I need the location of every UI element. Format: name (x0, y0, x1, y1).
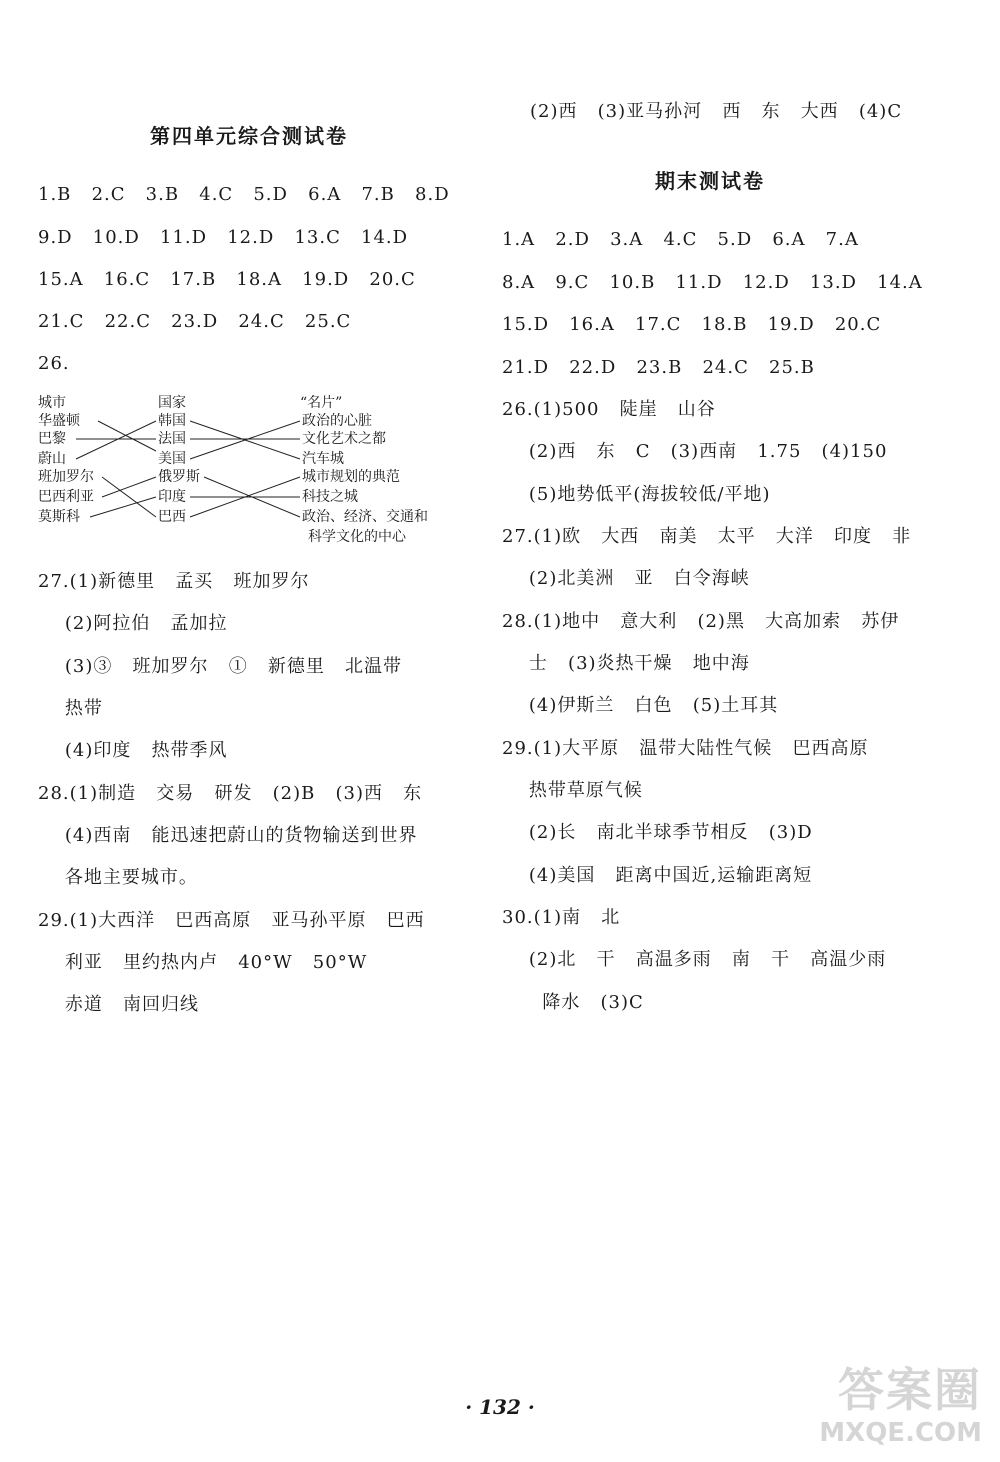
left-answer-line: 15.A 16.C 17.B 18.A 19.D 20.C (38, 269, 416, 290)
watermark-logo (819, 1354, 982, 1454)
left-answer-line: 26. (38, 353, 70, 374)
matching-country: 韩国 (158, 413, 186, 429)
right-answer-line: (5)地势低平(海拔较低/平地) (502, 484, 771, 505)
matching-card: 汽车城 (302, 451, 344, 467)
right-answer-line: 27.(1)欧 大西 南美 太平 大洋 印度 非 (502, 526, 912, 547)
right-answer-line: 1.A 2.D 3.A 4.C 5.D 6.A 7.A (502, 229, 859, 250)
left-answer-line: (4)印度 热带季风 (38, 740, 228, 761)
left-answer-line: 各地主要城市。 (38, 867, 198, 888)
right-section-title: 期末测试卷 (655, 169, 765, 193)
right-answer-line: 21.D 22.D 23.B 24.C 25.B (502, 357, 815, 378)
right-top-line: (2)西 (3)亚马孙河 西 东 大西 (4)C (530, 101, 903, 122)
matching-card: 政治的心脏 (302, 413, 372, 429)
matching-country: 印度 (158, 489, 186, 505)
left-answer-line: 赤道 南回归线 (38, 994, 200, 1015)
left-answer-line: (4)西南 能迅速把蔚山的货物输送到世界 (38, 825, 418, 846)
right-answer-line: 士 (3)炎热干燥 地中海 (502, 653, 750, 674)
matching-card: 科技之城 (302, 489, 358, 505)
matching-diagram (38, 392, 458, 552)
right-answer-line: (2)北美洲 亚 白令海峡 (502, 568, 750, 589)
left-answer-line: 29.(1)大西洋 巴西高原 亚马孙平原 巴西 (38, 910, 425, 931)
matching-card: 文化艺术之都 (302, 431, 386, 447)
left-answer-line: 28.(1)制造 交易 研发 (2)B (3)西 东 (38, 783, 423, 804)
left-answer-line: (2)阿拉伯 孟加拉 (38, 613, 228, 634)
right-answer-line: 26.(1)500 陡崖 山谷 (502, 399, 716, 420)
matching-country: 俄罗斯 (158, 469, 200, 485)
right-answer-line: (4)伊斯兰 白色 (5)土耳其 (502, 695, 779, 716)
right-answer-line: 8.A 9.C 10.B 11.D 12.D 13.D 14.A (502, 272, 923, 293)
right-answer-line: 15.D 16.A 17.C 18.B 19.D 20.C (502, 314, 882, 335)
left-answer-line: 利亚 里约热内卢 40°W 50°W (38, 952, 368, 973)
right-answer-line: 30.(1)南 北 (502, 907, 621, 928)
matching-city: 巴黎 (38, 431, 66, 447)
matching-header-country: 国家 (158, 395, 186, 411)
matching-country: 巴西 (158, 509, 186, 525)
left-answer-line: (3)③ 班加罗尔 ① 新德里 北温带 (38, 656, 403, 677)
matching-header-city: 城市 (38, 395, 66, 411)
left-answer-line: 1.B 2.C 3.B 4.C 5.D 6.A 7.B 8.D (38, 184, 450, 205)
matching-card: 科学文化的中心 (308, 529, 406, 545)
left-answer-line: 21.C 22.C 23.D 24.C 25.C (38, 311, 352, 332)
matching-city: 巴西利亚 (38, 489, 94, 505)
matching-city: 华盛顿 (38, 413, 80, 429)
matching-card: 政治、经济、交通和 (302, 509, 428, 525)
matching-country: 美国 (158, 451, 186, 467)
page-number: · 132 · (465, 1395, 535, 1419)
right-answer-line: 29.(1)大平原 温带大陆性气候 巴西高原 (502, 738, 869, 759)
left-section-title: 第四单元综合测试卷 (150, 124, 348, 148)
matching-city: 蔚山 (38, 451, 66, 467)
matching-card: 城市规划的典范 (302, 469, 400, 485)
right-answer-line: 降水 (3)C (502, 992, 644, 1013)
matching-city: 班加罗尔 (38, 469, 94, 485)
right-answer-line: 热带草原气候 (502, 780, 643, 801)
matching-city: 莫斯科 (38, 509, 80, 525)
watermark-logo-text: 答案圈 (838, 1363, 982, 1417)
matching-header-card: “名片” (300, 395, 343, 411)
matching-country: 法国 (158, 431, 186, 447)
left-answer-line: 热带 (38, 698, 103, 719)
left-answer-line: 9.D 10.D 11.D 12.D 13.C 14.D (38, 227, 409, 248)
right-answer-line: (2)西 东 C (3)西南 1.75 (4)150 (502, 441, 888, 462)
right-answer-line: (2)长 南北半球季节相反 (3)D (502, 822, 813, 843)
left-answer-line: 27.(1)新德里 孟买 班加罗尔 (38, 571, 310, 592)
right-answer-line: 28.(1)地中 意大利 (2)黑 大高加索 苏伊 (502, 611, 900, 632)
right-answer-line: (4)美国 距离中国近,运输距离短 (502, 865, 813, 886)
watermark-url: MXQE.COM (819, 1418, 982, 1448)
right-answer-line: (2)北 干 高温多雨 南 干 高温少雨 (502, 949, 887, 970)
